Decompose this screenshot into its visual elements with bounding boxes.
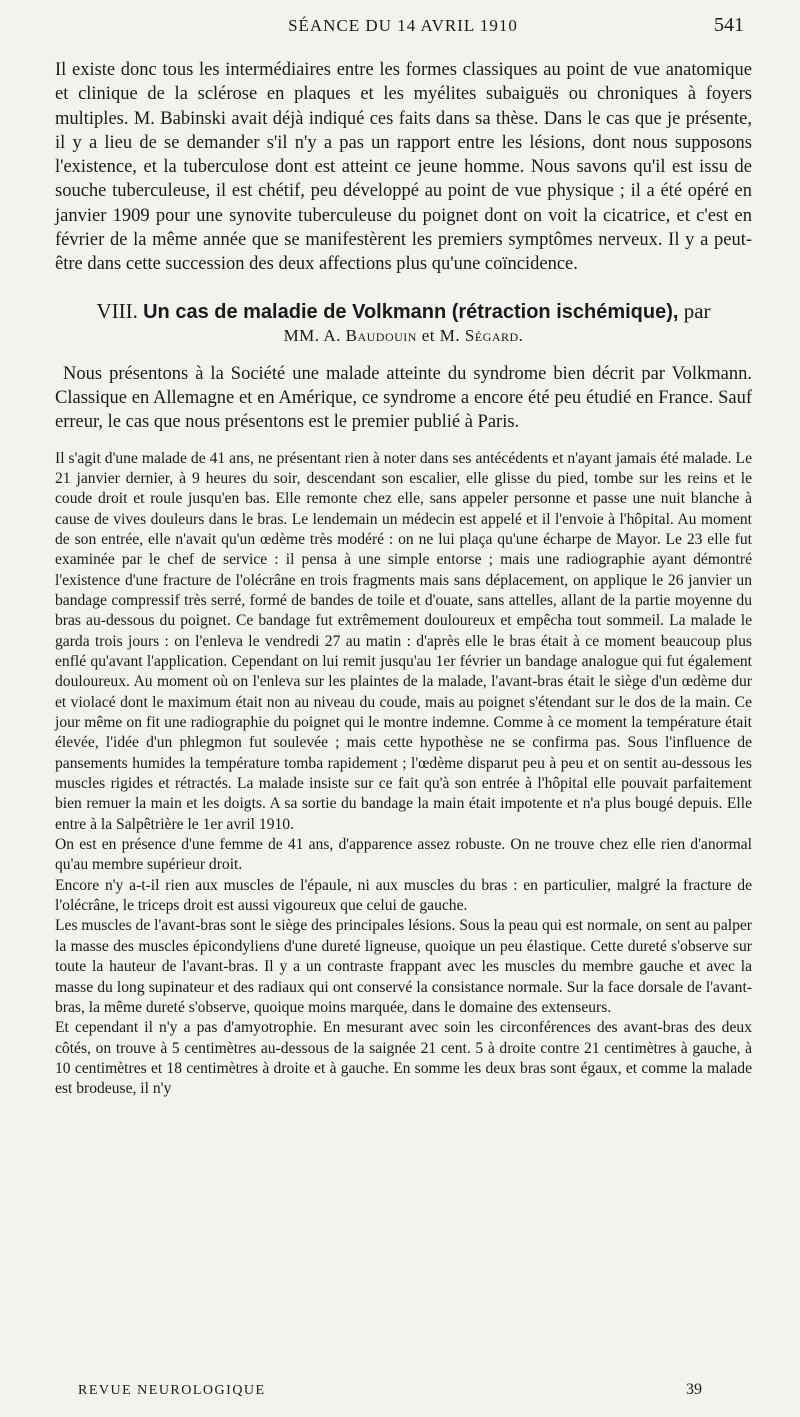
case-paragraph-measurements: Et cependant il n'y a pas d'amyotrophie. En mesurant avec soin les circonférences des avant-bras des deux côtés, on trouve à 5 centimètres au-dessous de la saignée 21 cent. 5 à droite contre 21 centimètres à gauche, à 10 centimètres et 18 centimètres à droite et à gauche. En somme les deux bras sont égaux, et comme la malade est brodeuse, il n'y [55, 1019, 752, 1098]
authors-mid: et M. [421, 325, 461, 345]
case-paragraph-shoulder-arm: Encore n'y a-t-il rien aux muscles de l'épaule, ni aux muscles du bras : en particulier, malgré la fracture de l'olécrâne, le triceps droit est aussi vigoureux que celui de gauche. [55, 876, 752, 915]
page-header [52, 10, 754, 46]
page-footer [78, 1383, 702, 1399]
case-paragraph-history: Il s'agit d'une malade de 41 ans, ne présentant rien à noter dans ses antécédents et n'ayant jamais été malade. Le 21 janvier dernier, à 9 heures du soir, descendant son escalier, elle glisse du pied, tombe sur les reins et le coude droit et roule jusqu'en bas. Elle remonte chez elle, sans appeler personne et passe une nuit blanche à cause de vives douleurs dans le bras. Le lendemain un médecin est appelé et il l'envoie à l'hôpital. Au moment de son entrée, elle n'avait qu'un œdème très modéré : on ne lui plaça qu'une écharpe de Mayor. Le 23 elle fut examinée par le chef de service : il pensa à une simple entorse ; mais une radiographie ayant démontré l'existence d'une fracture de l'olécrâne en trois fragments mais sans déplacement, on applique le 26 janvier un bandage compressif très serré, formé de bandes de toile et d'ouate, sans attelles, allant de la partie moyenne du bras au-dessous du poignet. Ce bandage fut extrêmement douloureux et empêcha tout sommeil. La malade le garda trois jours : on l'enleva le vendredi 27 au matin : d'après elle le bras était à ce moment beaucoup plus enflé qu'avant l'application. Cependant on lui remit jusqu'au 1er février un bandage analogue qui fut également douloureux. Au moment où on l'enleva sur les plaintes de la malade, l'avant-bras était le siège d'un œdème dur et violacé dont le maximum était non au niveau du coude, mais au poignet s'étendant sur le dos de la main. Ce jour même on fit une radiographie du poignet qui le montre indemne. Comme à ce moment la température était élevée, l'idée d'un phlegmon fut soulevée ; mais cette hypothèse ne se confirma pas. Sous l'influence de pansements humides la température tomba rapidement ; l'œdème disparut peu à peu et on sentit au-dessous les muscles rigides et rétractés. La malade insiste sur ce fait qu'à son entrée à l'hôpital elle pouvait parfaitement bien remuer la main et les doigts. A sa sortie du bandage la main était impotente et n'a plus bougé depuis. Elle entre à la Salpêtrière le 1er avril 1910. [55, 449, 752, 833]
section-intro-paragraph: Nous présentons à la Société une malade atteinte du syndrome bien décrit par Volkmann. Classique en Allemagne et en Amérique, ce syndrome a encore été peu étudié en France. Sauf erreur, le cas que nous présentons est le premier publié à Paris. [55, 363, 752, 433]
page-number: 541 [714, 14, 744, 36]
case-paragraph-presentation: On est en présence d'une femme de 41 ans, d'apparence assez robuste. On ne trouve chez elle rien d'anormal qu'au membre supérieur droit. [55, 836, 752, 874]
running-title: SÉANCE DU 14 AVRIL 1910 [288, 16, 518, 35]
section-title-suffix: par [683, 298, 711, 323]
case-paragraph-forearm: Les muscles de l'avant-bras sont le siège des principales lésions. Sous la peau qui est normale, on sent au palper la masse des muscles épicondyliens d'une dureté ligneuse, quoique un peu élastique. Cette dureté s'observe sur toute la hauteur de l'avant-bras. Il y a un contraste frappant avec les muscles du membre gauche et avec la masse du long supinateur et des radiaux qui ont conservé la consistance normale. Sur la face dorsale de l'avant-bras, la même dureté s'observe, quoique moins marquée, dans le domaine des extenseurs. [55, 917, 752, 1016]
author-baudouin: Baudouin [345, 325, 417, 345]
sheet-number: 39 [686, 1381, 702, 1398]
journal-name: REVUE NEUROLOGIQUE [78, 1383, 266, 1398]
section-number: VIII. [96, 298, 138, 323]
authors-prefix: MM. A. [283, 325, 341, 345]
section-authors [55, 326, 752, 346]
intro-paragraph: Il existe donc tous les intermédiaires entre les formes classiques au point de vue anatomique et clinique de la sclérose en plaques et les myélites subaiguës ou chroniques à foyers multiples. M. Babinski avait déjà indiqué ces faits dans sa thèse. Dans le cas que je présente, il y a lieu de se demander s'il n'y a pas un rapport entre les lésions, dont nous supposons l'existence, et la tuberculose dont est atteint ce jeune homme. Nous savons qu'il est issu de souche tuberculeuse, il est chétif, peu développé au point de vue physique ; il a été opéré en janvier 1909 pour une synovite tuberculeuse du poignet dont on voit la cicatrice, et c'est en février de la même année que se manifestèrent les premiers symptômes nerveux. Il y a peut-être dans cette succession des deux affections plus qu'une coïncidence. [55, 60, 752, 275]
author-segard: Ségard. [464, 325, 524, 345]
section-heading [55, 299, 752, 324]
page-body [55, 58, 752, 1100]
section-title: Un cas de maladie de Volkmann (rétraction ischémique), [143, 300, 679, 323]
